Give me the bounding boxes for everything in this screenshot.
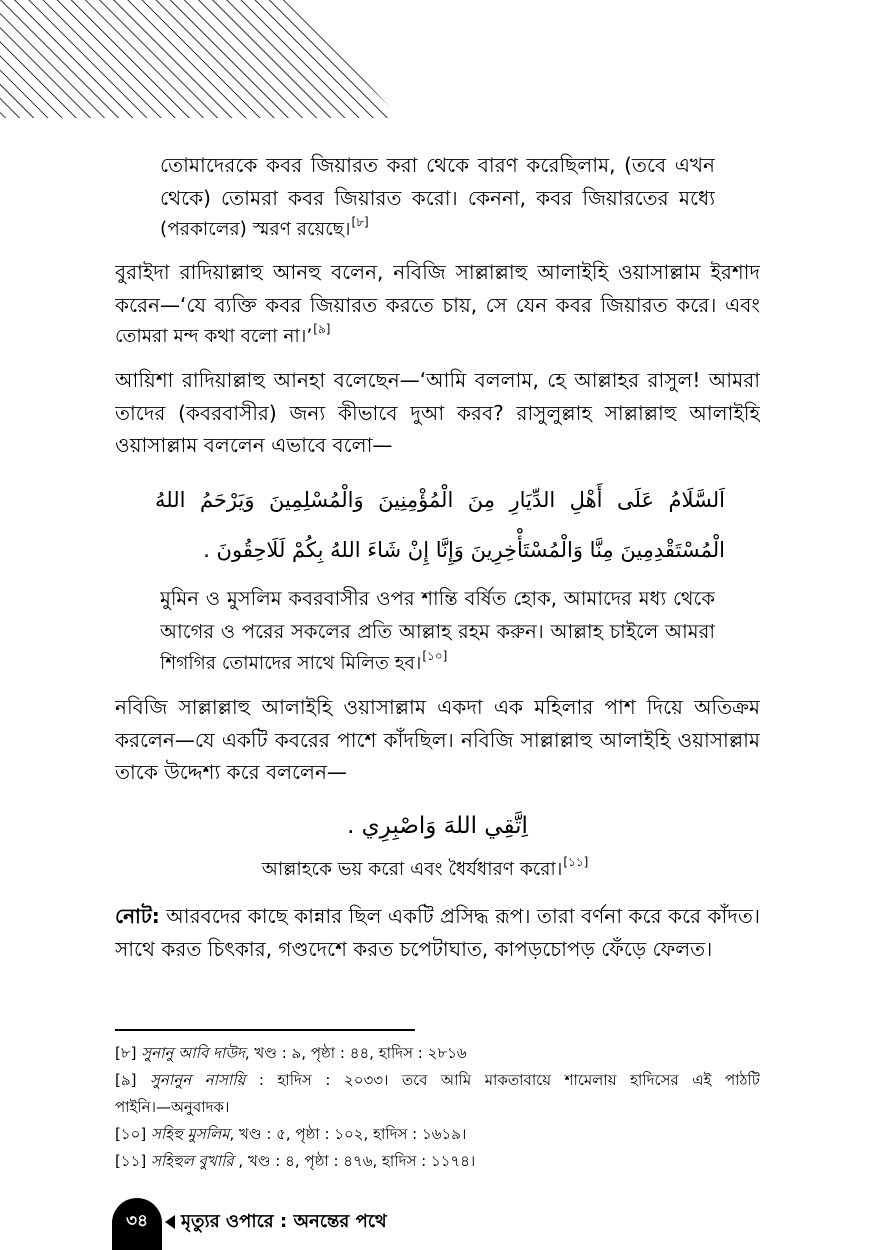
text-line: করলেন—যে একটি কবরের পাশে কাঁদছিল। নবিজি সাল্লাল্লাহু আলাইহি ওয়াসাল্লাম (115, 727, 760, 752)
text-line: মুমিন ও মুসলিম কবরবাসীর ওপর শান্তি বর্ষিত হোক, আমাদের মধ্য থেকে (160, 587, 715, 610)
paragraph-buraida (115, 256, 760, 354)
text-line: ওয়াসাল্লাম বললেন এভাবে বলো— (115, 433, 393, 457)
text-line (160, 214, 715, 247)
short-saying-translation (100, 854, 750, 887)
arabic-short-saying: اِتَّقِي اللهَ وَاصْبِرِي . (347, 813, 528, 839)
footnote-details: , খণ্ড : ৫, পৃষ্ঠা : ১০২, হাদিস : ১৬১৯। (229, 1125, 467, 1143)
footnote-ref: [৯] (313, 322, 331, 336)
arabic-line: اَلسَّلَامُ عَلَى أَهْلِ الدِّيَارِ مِنَ الْمُؤْمِنِينَ وَالْمُسْلِمِينَ وَيَرْحَمُ اللهُ (155, 488, 725, 512)
running-book-title: মৃত্যুর ওপারে : অনন্তের পথে (181, 1211, 387, 1232)
footnotes (115, 1040, 760, 1175)
text-line: আগের ও পরের সকলের প্রতি আল্লাহ রহম করুন। আল্লাহ চাইলে আমরা (160, 619, 715, 643)
hadith-quote-grave-visit (160, 149, 715, 247)
text-segment: আরবদের কাছে কান্নার ছিল একটি প্রসিদ্ধ রূপ। তারা বর্ণনা করে করে কাঁদত। (166, 904, 760, 928)
footnote (115, 1148, 760, 1175)
page-number-badge (112, 1198, 162, 1250)
diagonal-stripes-icon (0, 0, 400, 118)
text-segment: শিগগির তোমাদের সাথে মিলিত হব। (160, 653, 422, 674)
footnote-marker: [৮] (115, 1044, 137, 1062)
arabic-line: الْمُسْتَقْدِمِينَ مِنَّا وَالْمُسْتَأْخِرِينَ وَإِنَّا إِنْ شَاءَ اللهُ بِكُمْ لَلَاحِقُونَ . (203, 538, 725, 562)
footnote-ref: [১১] (563, 854, 589, 869)
footnote-source: সহিহু মুসলিম (150, 1125, 230, 1143)
text-line: তোমাদেরকে কবর জিয়ারত করা থেকে বারণ করেছিলাম, (তবে এখন (160, 153, 715, 177)
page-number: ৩৪ (125, 1211, 149, 1231)
footnote-continuation: পাইনি।—অনুবাদক। (115, 1098, 230, 1116)
footnote-divider (115, 1029, 415, 1031)
note-label: নোট: (115, 904, 160, 928)
text-line: বুরাইদা রাদিয়াল্লাহু আনহু বলেন, নবিজি সাল্লাল্লাহু আলাইহি ওয়াসাল্লাম ইরশাদ (115, 260, 760, 284)
text-line (160, 648, 715, 681)
footnote-details: : হাদিস : ২০৩৩। তবে আমি মাকতাবায়ে শামেলায় হাদিসের এই পাঠটি (245, 1071, 760, 1089)
text-segment: (পরকালের) স্মরণ রয়েছে। (160, 219, 351, 240)
arabic-dua (155, 475, 725, 575)
text-line: আয়িশা রাদিয়াল্লাহু আনহা বলেছেন—‘আমি বললাম, হে আল্লাহর রাসুল! আমরা (115, 368, 760, 392)
footnote-marker: [৯] (115, 1071, 137, 1089)
text-line: সাথে করত চিৎকার, গণ্ডদেশে করত চপেটাঘাত, কাপড়চোপড় ফেঁড়ে ফেলত। (115, 936, 713, 961)
text-segment: আল্লাহকে ভয় করো এবং ধৈর্যধারণ করো। (261, 858, 563, 880)
footnote (115, 1067, 760, 1094)
text-line: থেকে) তোমরা কবর জিয়ারত করো। কেননা, কবর জিয়ারতের মধ্যে (160, 185, 715, 210)
footnote-source: সহিহুল বুখারি (150, 1152, 234, 1170)
footnote-ref: [৮] (351, 215, 369, 229)
note-paragraph (115, 900, 760, 965)
dua-translation (160, 583, 715, 681)
paragraph-aisha (115, 364, 760, 462)
footnote-source: সুনানু আবি দাউদ (141, 1044, 245, 1062)
paragraph-woman-at-grave (115, 691, 760, 789)
footnote (115, 1121, 760, 1148)
text-line: করেন—‘যে ব্যক্তি কবর জিয়ারত করতে চায়, সে যেন কবর জিয়ারত করে। এবং (115, 292, 760, 317)
left-triangle-icon (165, 1215, 175, 1229)
text-line (115, 900, 760, 933)
footnote-marker: [১১] (115, 1152, 147, 1170)
footnote-marker: [১০] (115, 1125, 147, 1143)
text-segment: তোমরা মন্দ কথা বলো না।’ (115, 326, 313, 347)
footnote (115, 1040, 760, 1067)
footnote-ref: [১০] (422, 649, 448, 663)
footnote-details: , খণ্ড : ৯, পৃষ্ঠা : ৪৪, হাদিস : ২৮১৬ (244, 1044, 467, 1062)
text-line: তাকে উদ্দেশ্য করে বললেন— (115, 760, 347, 784)
text-line (115, 321, 760, 354)
text-line (100, 854, 750, 887)
text-line: নবিজি সাল্লাল্লাহু আলাইহি ওয়াসাল্লাম একদা এক মহিলার পাশ দিয়ে অতিক্রম (115, 695, 760, 719)
footnote-source: সুনানুন নাসায়ি (149, 1071, 246, 1089)
footnote-details: , খণ্ড : ৪, পৃষ্ঠা : ৪৭৬, হাদিস : ১১৭৪। (233, 1152, 476, 1170)
text-line: তাদের (কবরবাসীর) জন্য কীভাবে দুআ করব? রাসুলুল্লাহ সাল্লাল্লাহু আলাইহি (115, 400, 760, 425)
